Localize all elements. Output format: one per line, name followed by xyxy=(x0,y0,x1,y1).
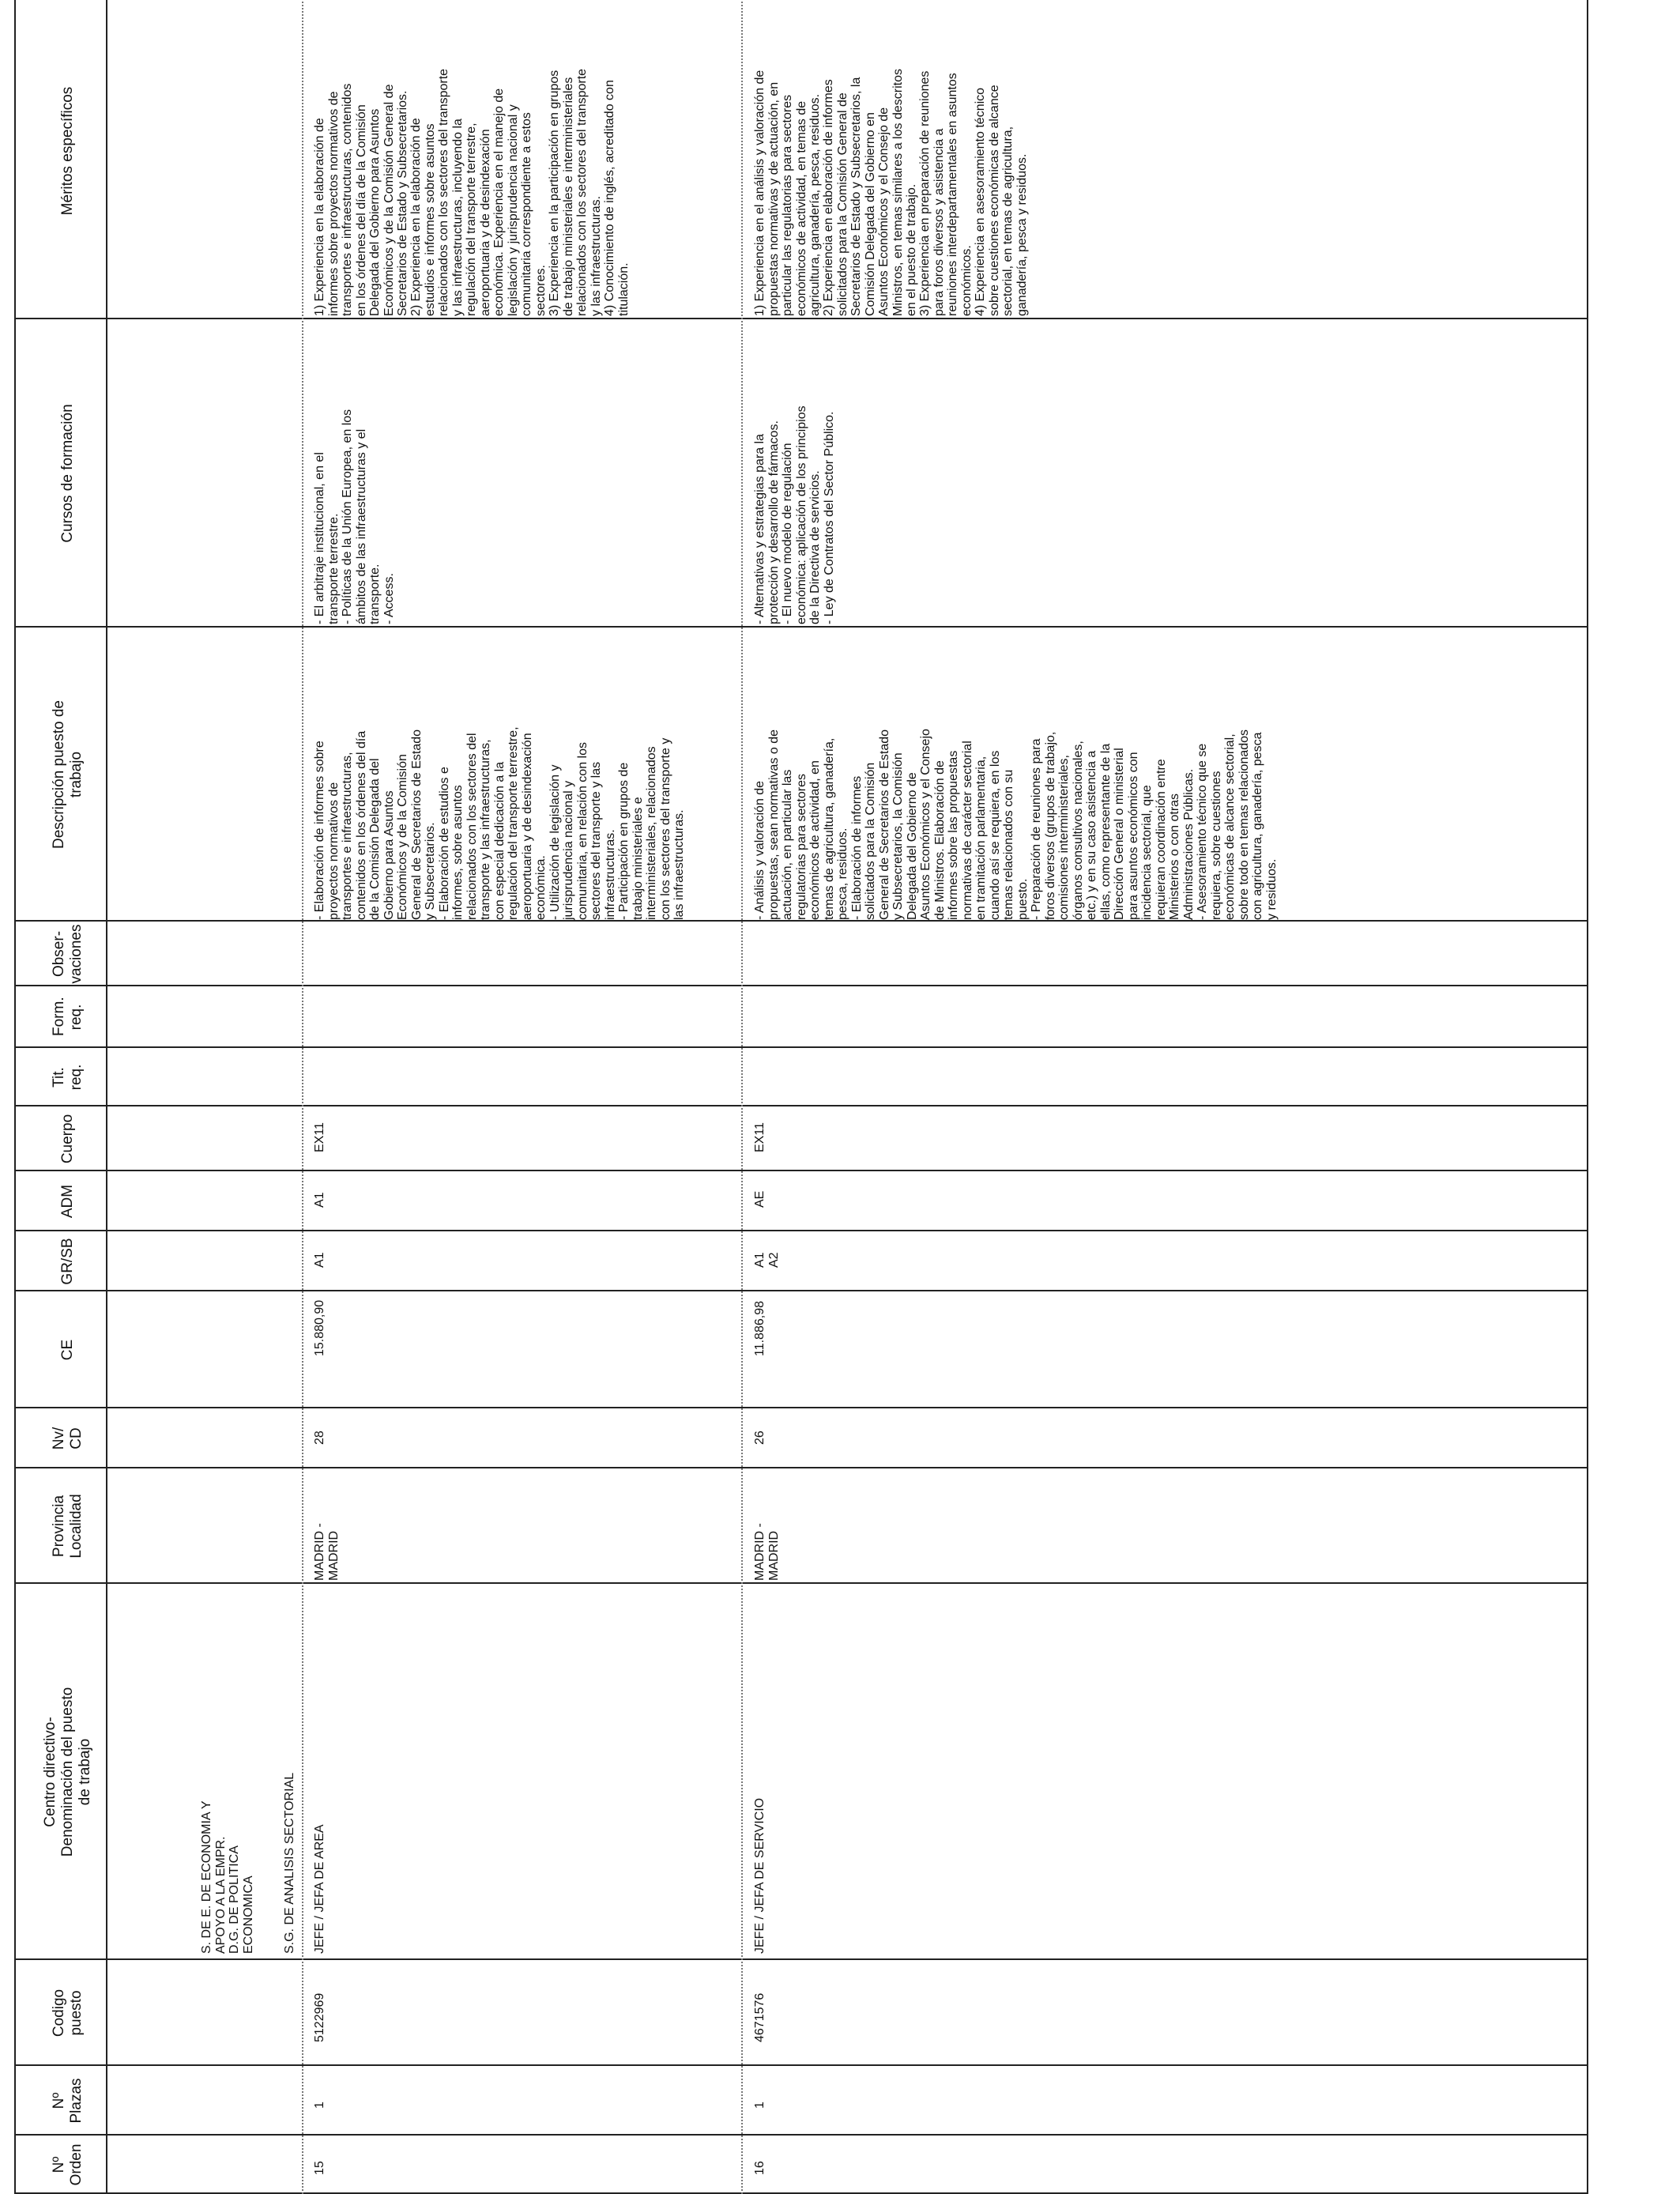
row-rule xyxy=(302,0,303,2194)
row-15-nivel: 28 xyxy=(313,1431,326,1445)
row-rule xyxy=(106,0,107,2194)
column-rule xyxy=(14,1290,1587,1291)
row-16-merito-2: 2) Experiencia en elaboración de informes solicitados para la Comisión General de Secretarios de Estado y Subsecretarios, la Comisión Delegada del Gobierno en Asuntos Económicos y el Consejo de Ministros, en temas similares a los descritos en el puesto de trabajo. xyxy=(822,69,918,316)
row-15-cursos: - El arbitraje institucional, en el transporte terrestre. - Políticas de la Unión Europea, en los ámbitos de las infraestructuras y el transporte. - Access. xyxy=(313,409,396,624)
row-15-ce: 15.880,90 xyxy=(313,1299,326,1356)
row-15-merito-2: 2) Experiencia en la elaboración de estudios e informes sobre asuntos relacionados con los sectores del transporte y las infraestructuras, incluyendo la regulación del transporte terrestre, aeroportuaria y de desindexación económica. Experiencia en el manejo de legislación y jurisprudencia nacional y comunitaria correspondiente a estos sectores. xyxy=(409,68,548,316)
column-rule xyxy=(14,1582,1587,1584)
header-provincia: Provincia Localidad xyxy=(51,1494,85,1559)
header-cursos: Cursos de formación xyxy=(59,404,76,543)
row-rule xyxy=(1587,0,1588,2194)
column-rule xyxy=(14,1046,1587,1048)
row-rule xyxy=(741,0,743,2194)
row-15-cuerpo: EX11 xyxy=(313,1122,326,1152)
header-tit: Tit. req. xyxy=(51,1064,85,1091)
column-rule xyxy=(14,985,1587,986)
department-subdivision: S.G. DE ANALISIS SECTORIAL xyxy=(283,1772,296,1954)
column-rule xyxy=(14,1407,1587,1408)
column-rule xyxy=(14,2064,1587,2066)
column-rule xyxy=(14,1170,1587,1171)
row-16-codigo: 4671576 xyxy=(753,1992,767,2042)
row-15-puesto: JEFE / JEFA DE AREA xyxy=(313,1824,326,1954)
column-rule xyxy=(14,2134,1587,2136)
header-grsb: GR/SB xyxy=(59,1238,76,1285)
row-15-merito-1: 1) Experiencia en la elaboración de informes sobre proyectos normativos de transportes e infraestructuras, contenidos en los órdenes del día de la Comisión Delegada del Gobierno para Asuntos Económicos y de la Comisión General de Secretarios de Estado y Subsecretarios. xyxy=(313,83,409,316)
row-15-merito-3: 3) Experiencia en la participación en grupos de trabajo ministeriales e interministeriales relacionados con los sectores del transporte y las infraestructuras. xyxy=(548,68,603,316)
row-15-orden: 15 xyxy=(313,2161,326,2175)
header-obs: Obser- vaciones xyxy=(51,924,85,984)
row-15-merito-4: 4) Conocimiento de inglés, acreditado con titulación. xyxy=(603,80,631,316)
row-16-orden: 16 xyxy=(753,2161,767,2175)
column-rule xyxy=(14,318,1587,319)
column-rule xyxy=(14,1230,1587,1231)
header-form: Form. req. xyxy=(51,997,85,1036)
column-rule xyxy=(14,1958,1587,1960)
column-rule xyxy=(14,1467,1587,1468)
row-16-plazas: 1 xyxy=(753,2102,767,2109)
row-rule xyxy=(14,0,16,2194)
row-15-descripcion: - Elaboración de informes sobre proyectos normativos de transportes e infraestructuras, contenidos en los órdenes del día de la Comisión Delegada del Gobierno para Asuntos Económicos y de la Comisión General de Secretarios de Estado y Subsecretarios. - Elaboración de estudios e informes, sobre asuntos relacionados con los sectores del transporte y las infraestructuras, con especial dedicación a la regulación del transporte terrestre, aeroportuaria y de desindexación económica. - Utilización de legislación y jurisprudencia nacional y comunitaria, en relación con los sectores del transporte y las infraestructuras. - Participación en grupos de trabajo ministeriales e interministeriales, relacionados con los sectores del transporte y las infraestructuras. xyxy=(313,726,686,920)
header-meritos: Méritos específicos xyxy=(59,86,76,216)
row-16-puesto: JEFE / JEFA DE SERVICIO xyxy=(753,1797,767,1954)
header-centro: Centro directivo- Denominación del puesto de trabajo xyxy=(42,1687,93,1857)
row-16-cuerpo: EX11 xyxy=(753,1122,767,1152)
row-15-grsb: A1 xyxy=(313,1252,326,1268)
row-15-adm: A1 xyxy=(313,1192,326,1208)
row-16-merito-3: 3) Experiencia en preparación de reuniones para foros diversos y asistencia a reuniones interdepartamentales en asuntos económicos. xyxy=(918,70,974,316)
header-plazas: Nº Plazas xyxy=(51,2078,85,2124)
header-adm: ADM xyxy=(59,1184,76,1219)
row-16-merito-4: 4) Experiencia en asesoramiento técnico sobre cuestiones económicas de alcance sectorial, en temas de agricultura, ganadería, pesca y residuos. xyxy=(974,85,1029,316)
row-16-adm: AE xyxy=(753,1190,767,1208)
row-16-descripcion: - Análisis y valoración de propuestas, sean normativas o de actuación, en particular las regulatorias para sectores económicos de actividad, en temas de agricultura, ganadería, pesca, residuos. - Elaboración de informes solicitados para la Comisión General de Secretarios de Estado y Subsecretarios, la Comisión Delegada del Gobierno de Asuntos Económicos y el Consejo de Ministros. Elaboración de informes sobre las propuestas normativas de carácter sectorial en tramitación parlamentaria, cuando así se requiera, en los temas relacionados con su puesto. - Preparación de reuniones para foros diversos (grupos de trabajo, comisiones interministeriales, órganos consultivos nacionales, etc.) y en su caso asistencia a ellas, como representante de la Dirección General o ministerial para asuntos económicos con incidencia sectorial, que requieran coordinación entre Ministerios o con otras Administraciones Públicas. - Asesoramiento técnico que se requiera, sobre cuestiones económicas de alcance sectorial, sobre todo en temas relacionados con agricultura, ganadería, pesca y residuos. xyxy=(753,729,1279,920)
row-16-grsb: A1 A2 xyxy=(753,1252,781,1268)
column-rule xyxy=(14,1105,1587,1106)
header-descripcion: Descripción puesto de trabajo xyxy=(51,700,85,849)
column-rule xyxy=(14,920,1587,922)
row-16-ce: 11.886,98 xyxy=(753,1301,767,1356)
header-codigo: Codigo puesto xyxy=(51,1989,85,2038)
header-cuerpo: Cuerpo xyxy=(59,1114,76,1164)
row-16-merito-1: 1) Experiencia en el análisis y valoración de propuestas normativas y de actuación, en particular las regulatorias para sectores económicos de actividad, en temas de agricultura, ganadería, pesca, residuos. xyxy=(753,70,822,316)
row-16-cursos: - Alternativas y estrategias para la protección y desarrollo de fármacos. - El nuevo modelo de regulación económica: aplicación de los principios de la Directiva de servicios. - Ley de Contratos del Sector Público. xyxy=(753,405,836,624)
header-nivel: Nv/ CD xyxy=(51,1427,85,1450)
row-15-plazas: 1 xyxy=(313,2102,326,2109)
header-ce: CE xyxy=(59,1339,76,1361)
row-16-nivel: 26 xyxy=(753,1431,767,1445)
department-name: S. DE E. DE ECONOMIA Y APOYO A LA EMPR. D.G. DE POLITICA ECONOMICA xyxy=(200,1800,255,1954)
row-15-codigo: 5122969 xyxy=(313,1992,326,2042)
header-orden: Nº Orden xyxy=(51,2143,85,2186)
row-16-provincia: MADRID - MADRID xyxy=(753,1523,781,1581)
row-15-provincia: MADRID - MADRID xyxy=(313,1523,341,1581)
